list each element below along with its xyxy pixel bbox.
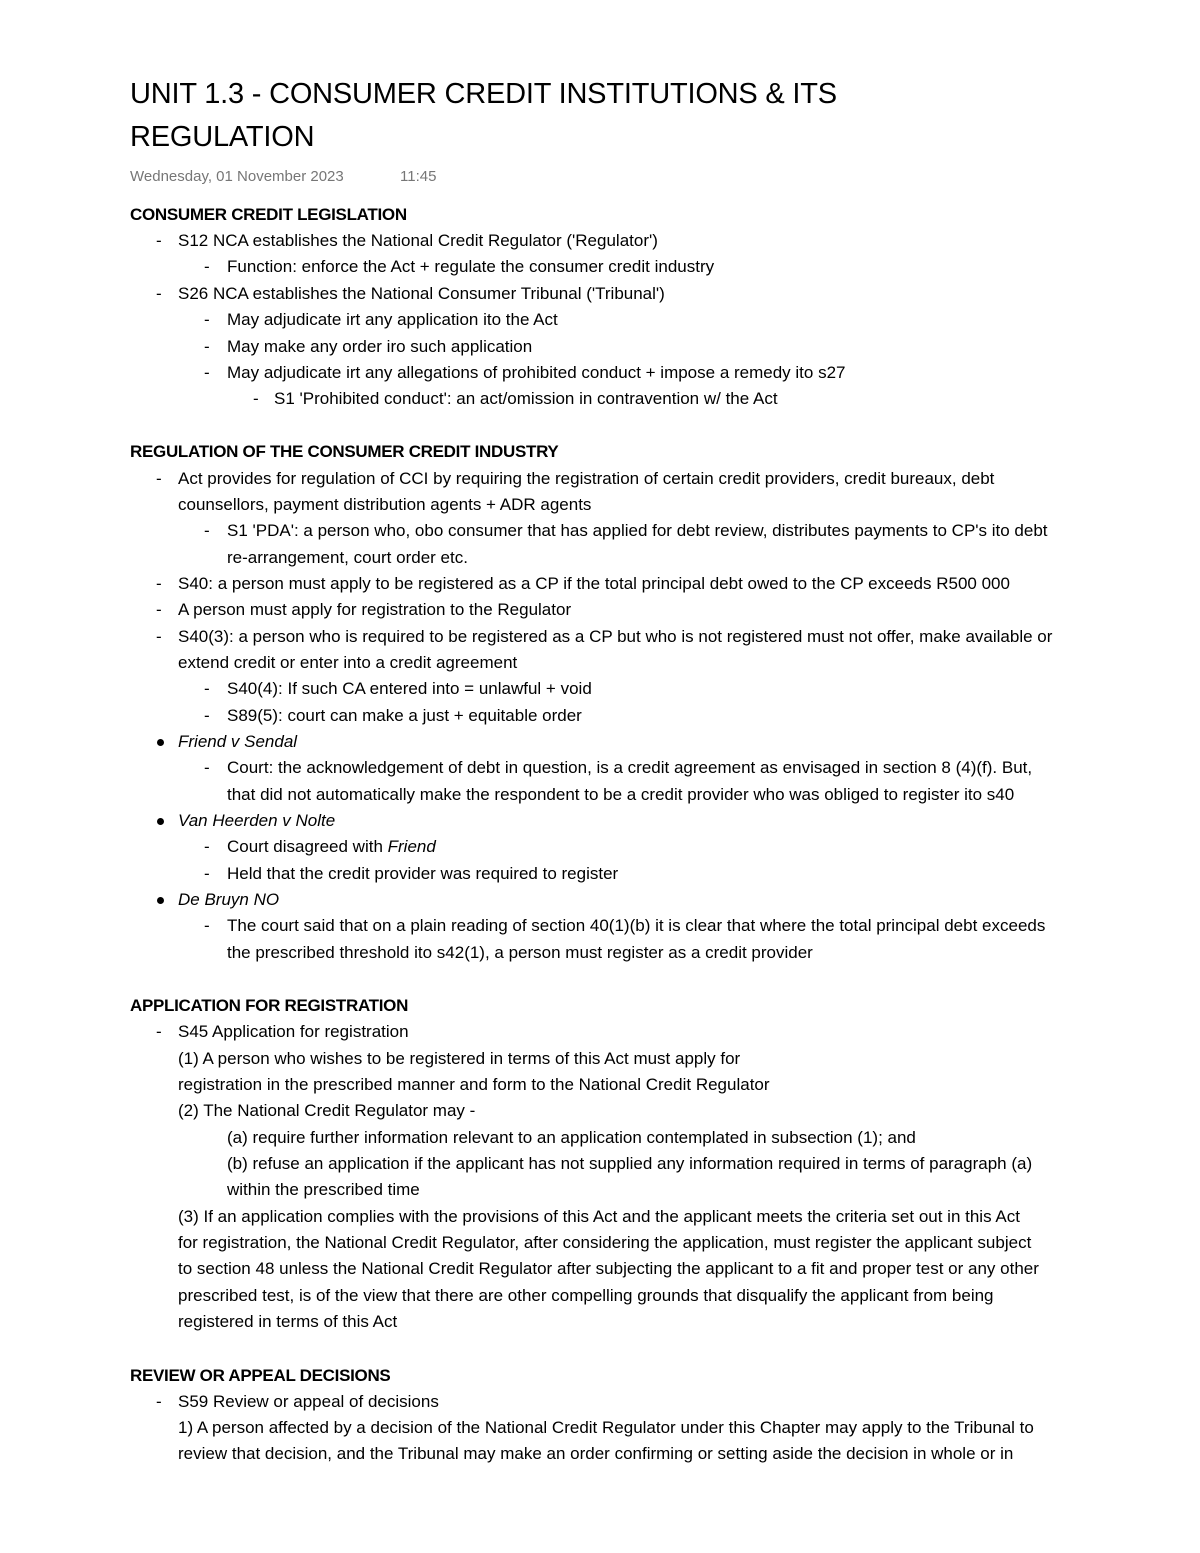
statute-text: prescribed test, is of the view that there are other compelling grounds that disqualify the applicant from being: [178, 1286, 994, 1305]
statute-text: review that decision, and the Tribunal may make an order confirming or setting aside the decision in whole or in: [178, 1444, 1014, 1463]
dash-marker: -: [204, 864, 210, 883]
list-item: Held that the credit provider was required to register: [227, 864, 619, 883]
dash-marker: -: [156, 627, 162, 646]
list-item-continuation: re-arrangement, court order etc.: [227, 548, 468, 567]
statute-text: registered in terms of this Act: [178, 1312, 398, 1331]
list-item-continuation: that did not automatically make the respondent to be a credit provider who was obliged to register ito s40: [227, 785, 1015, 804]
list-item: May adjudicate irt any allegations of prohibited conduct + impose a remedy ito s27: [227, 363, 846, 382]
case-name: Friend v Sendal: [178, 732, 298, 751]
statute-text: (3) If an application complies with the provisions of this Act and the applicant meets the criteria set out in this Act: [178, 1207, 1020, 1226]
list-item: S26 NCA establishes the National Consumer Tribunal ('Tribunal'): [178, 284, 665, 303]
list-item: The court said that on a plain reading of section 40(1)(b) it is clear that where the total principal debt exceeds: [227, 916, 1046, 935]
list-item: S40(4): If such CA entered into = unlawful + void: [227, 679, 592, 698]
page-date: Wednesday, 01 November 2023: [130, 168, 344, 185]
dash-marker: -: [156, 1392, 162, 1411]
dash-marker: -: [156, 600, 162, 619]
dash-marker: -: [204, 758, 210, 777]
case-name: De Bruyn NO: [178, 890, 280, 909]
statute-text: (a) require further information relevant to an application contemplated in subsection (1); and: [227, 1128, 916, 1147]
list-item: Function: enforce the Act + regulate the consumer credit industry: [227, 257, 715, 276]
list-item-continuation: extend credit or enter into a credit agreement: [178, 653, 518, 672]
list-item-continuation: the prescribed threshold ito s42(1), a person must register as a credit provider: [227, 943, 813, 962]
list-item: Act provides for regulation of CCI by requiring the registration of certain credit providers, credit bureaux, debt: [178, 469, 995, 488]
dash-marker: -: [204, 916, 210, 935]
statute-text: for registration, the National Credit Regulator, after considering the application, must register the applicant subject: [178, 1233, 1032, 1252]
case-reference: Friend: [387, 837, 436, 856]
page-time: 11:45: [400, 168, 437, 185]
list-item: S12 NCA establishes the National Credit Regulator ('Regulator'): [178, 231, 658, 250]
statute-text: (2) The National Credit Regulator may -: [178, 1101, 476, 1120]
list-item: S45 Application for registration: [178, 1022, 409, 1041]
dash-marker: -: [204, 679, 210, 698]
bullet-dot: [157, 818, 164, 825]
list-item-continuation: counsellors, payment distribution agents + ADR agents: [178, 495, 592, 514]
list-item-text: Court disagreed with: [227, 837, 388, 856]
section-heading-regulation-of-industry: REGULATION OF THE CONSUMER CREDIT INDUSTRY: [130, 442, 559, 461]
dash-marker: -: [204, 337, 210, 356]
statute-text: (b) refuse an application if the applicant has not supplied any information required in terms of paragraph (a): [227, 1154, 1033, 1173]
page-title-line-2: REGULATION: [130, 121, 315, 153]
page-title-line-1: UNIT 1.3 - CONSUMER CREDIT INSTITUTIONS & ITS: [130, 78, 837, 110]
statute-text: within the prescribed time: [227, 1180, 420, 1199]
dash-marker: -: [204, 706, 210, 725]
dash-marker: -: [156, 469, 162, 488]
dash-marker: -: [204, 257, 210, 276]
dash-marker: -: [156, 574, 162, 593]
page-meta: [130, 168, 437, 185]
section-heading-review-or-appeal: REVIEW OR APPEAL DECISIONS: [130, 1366, 391, 1385]
dash-marker: -: [204, 521, 210, 540]
dash-marker: -: [204, 837, 210, 856]
statute-text: (1) A person who wishes to be registered in terms of this Act must apply for: [178, 1049, 741, 1068]
dash-marker: -: [156, 284, 162, 303]
case-name: Van Heerden v Nolte: [178, 811, 336, 830]
bullet-dot: [157, 739, 164, 746]
list-item: S1 'PDA': a person who, obo consumer that has applied for debt review, distributes payments to CP's ito debt: [227, 521, 1048, 540]
list-item: Court: the acknowledgement of debt in question, is a credit agreement as envisaged in section 8 (4)(f). But,: [227, 758, 1033, 777]
list-item: S59 Review or appeal of decisions: [178, 1392, 439, 1411]
dash-marker: -: [204, 310, 210, 329]
dash-marker: -: [204, 363, 210, 382]
dash-marker: -: [156, 1022, 162, 1041]
list-item: S1 'Prohibited conduct': an act/omission in contravention w/ the Act: [274, 389, 778, 408]
section-heading-application-for-registration: APPLICATION FOR REGISTRATION: [130, 996, 409, 1015]
section-heading-consumer-credit-legislation: CONSUMER CREDIT LEGISLATION: [130, 205, 407, 224]
bullet-dot: [157, 897, 164, 904]
dash-marker: -: [156, 231, 162, 250]
list-item: S40: a person must apply to be registered as a CP if the total principal debt owed to the CP exceeds R500 000: [178, 574, 1010, 593]
list-item: [227, 838, 436, 855]
list-item: S89(5): court can make a just + equitable order: [227, 706, 582, 725]
statute-text: to section 48 unless the National Credit Regulator after subjecting the applicant to a fit and proper test or any other: [178, 1259, 1039, 1278]
statute-text: registration in the prescribed manner and form to the National Credit Regulator: [178, 1075, 770, 1094]
list-item: S40(3): a person who is required to be registered as a CP but who is not registered must not offer, make available or: [178, 627, 1053, 646]
list-item: May make any order iro such application: [227, 337, 533, 356]
dash-marker: -: [253, 389, 259, 408]
list-item: A person must apply for registration to the Regulator: [178, 600, 572, 619]
list-item: May adjudicate irt any application ito the Act: [227, 310, 558, 329]
statute-text: 1) A person affected by a decision of the National Credit Regulator under this Chapter may apply to the Tribunal to: [178, 1418, 1034, 1437]
